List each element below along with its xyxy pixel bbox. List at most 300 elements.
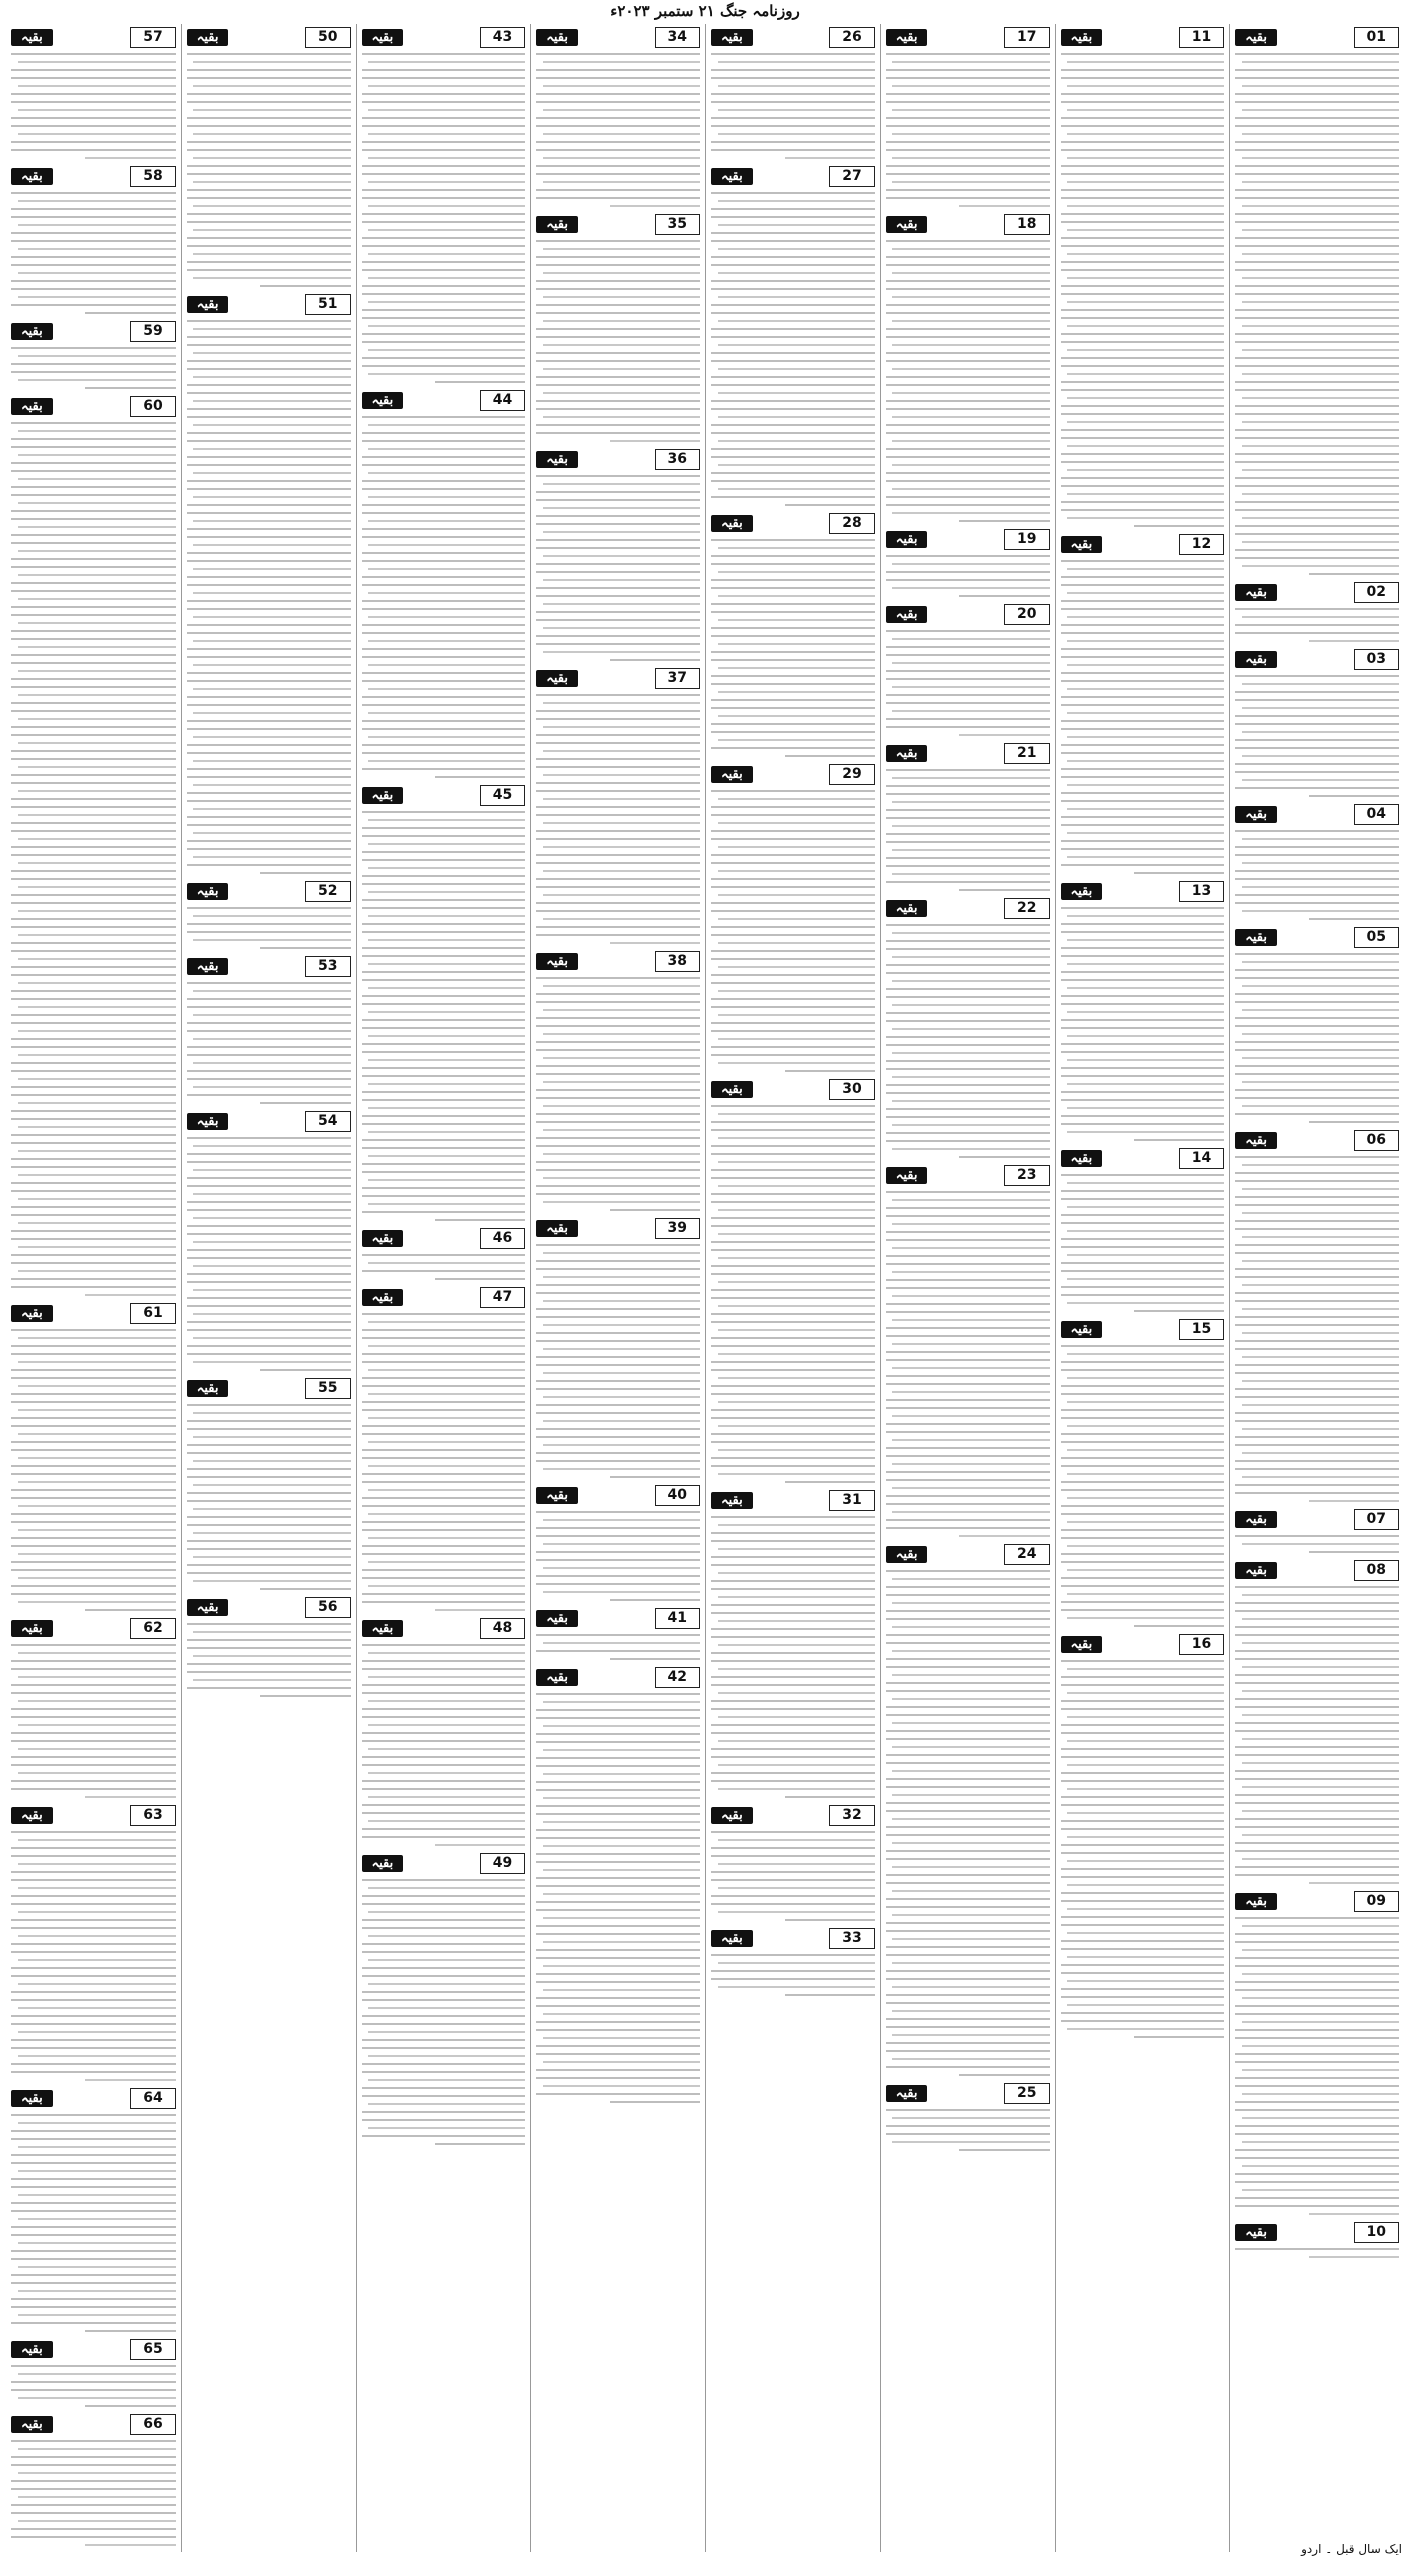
- text-line: [610, 1658, 700, 1660]
- text-line: [543, 1917, 700, 1919]
- text-line: [11, 1118, 176, 1120]
- continuation-columns: [6, 24, 1404, 2552]
- text-line: [11, 2381, 176, 2383]
- text-line: [362, 1401, 526, 1403]
- text-line: [536, 1813, 700, 1815]
- text-line: [718, 1257, 875, 1259]
- text-line: [1067, 1083, 1224, 1085]
- text-line: [11, 2282, 176, 2284]
- text-line: [187, 1540, 351, 1542]
- text-line: [543, 702, 700, 704]
- text-line: [711, 747, 875, 749]
- column-2: [1055, 24, 1230, 2552]
- text-line: [711, 1385, 875, 1387]
- text-line: [368, 1983, 525, 1985]
- text-line: [536, 563, 700, 565]
- text-line: [711, 1847, 875, 1849]
- continuation-header: [886, 1543, 1050, 1565]
- text-line: [1235, 1634, 1399, 1636]
- text-line: [11, 1831, 176, 1833]
- text-line: [1235, 953, 1399, 955]
- text-line: [610, 205, 700, 207]
- text-line: [1242, 1949, 1399, 1951]
- text-line: [187, 213, 351, 215]
- text-line: [536, 1268, 700, 1270]
- text-line: [362, 1091, 526, 1093]
- text-line: [718, 966, 875, 968]
- text-line: [11, 1951, 176, 1953]
- text-line: [11, 1441, 176, 1443]
- text-line: [1061, 341, 1225, 343]
- text-line: [886, 2066, 1050, 2068]
- text-line: [368, 2079, 525, 2081]
- text-line: [886, 53, 1050, 55]
- text-line: [543, 61, 700, 63]
- text-line: [362, 1756, 526, 1758]
- text-line: [1235, 2205, 1399, 2207]
- text-line: [886, 173, 1050, 175]
- text-line: [1061, 1286, 1225, 1288]
- text-line: [18, 1652, 176, 1654]
- text-line: [11, 2039, 176, 2041]
- text-line: [11, 192, 176, 194]
- text-line: [1061, 1043, 1225, 1045]
- text-line: [718, 918, 875, 920]
- text-line: [886, 432, 1050, 434]
- text-line: [187, 1671, 351, 1673]
- text-line: [11, 1740, 176, 1742]
- text-line: [886, 1519, 1050, 1521]
- text-line: [1067, 1182, 1224, 1184]
- text-line: [718, 1839, 875, 1841]
- text-line: [718, 1209, 875, 1211]
- continuation-tag: بقیہ: [1061, 1321, 1103, 1338]
- text-line: [18, 2055, 176, 2057]
- text-line: [11, 2250, 176, 2252]
- text-line: [187, 792, 351, 794]
- text-line: [362, 536, 526, 538]
- text-line: [711, 1978, 875, 1980]
- text-line: [543, 1276, 700, 1278]
- text-line: [886, 1311, 1050, 1313]
- text-line: [368, 939, 525, 941]
- text-line: [1235, 333, 1399, 335]
- text-line: [1242, 421, 1399, 423]
- text-line: [85, 157, 176, 159]
- text-line: [362, 1967, 526, 1969]
- text-line: [187, 1468, 351, 1470]
- text-line: [610, 1476, 700, 1478]
- text-line: [892, 1487, 1049, 1489]
- text-line: [1235, 1706, 1399, 1708]
- text-line: [886, 1738, 1050, 1740]
- text-line: [362, 1780, 526, 1782]
- text-line: [1235, 1965, 1399, 1967]
- text-line: [1235, 723, 1399, 725]
- text-line: [536, 758, 700, 760]
- continuation-block-42: [536, 1666, 700, 2103]
- continuation-block-34: [536, 26, 700, 207]
- text-line: [892, 1439, 1049, 1441]
- text-line: [886, 1407, 1050, 1409]
- text-line: [711, 1006, 875, 1008]
- text-line: [435, 1844, 525, 1846]
- text-line: [11, 117, 176, 119]
- text-line: [711, 448, 875, 450]
- text-line: [1061, 213, 1225, 215]
- text-line: [18, 958, 176, 960]
- text-line: [11, 1094, 176, 1096]
- continuation-number: 03: [1354, 649, 1399, 670]
- continuation-number: 13: [1179, 881, 1224, 902]
- text-line: [1309, 573, 1399, 575]
- text-line: [1067, 109, 1224, 111]
- text-line: [18, 1601, 176, 1603]
- text-line: [187, 907, 351, 909]
- text-line: [543, 1749, 700, 1751]
- text-line: [718, 1062, 875, 1064]
- text-line: [260, 1369, 350, 1371]
- text-line: [711, 1345, 875, 1347]
- continuation-block-30: [711, 1078, 875, 1483]
- continuation-number: 25: [1004, 2083, 1049, 2104]
- text-line: [1061, 1577, 1225, 1579]
- text-line: [1061, 672, 1225, 674]
- text-line: [536, 1781, 700, 1783]
- text-line: [1235, 1468, 1399, 1470]
- text-line: [1061, 429, 1225, 431]
- text-line: [11, 494, 176, 496]
- text-line: [959, 734, 1049, 736]
- text-line: [886, 480, 1050, 482]
- text-line: [536, 1933, 700, 1935]
- text-line: [1061, 864, 1225, 866]
- continuation-block-39: [536, 1217, 700, 1478]
- text-line: [187, 53, 351, 55]
- continuation-header: [187, 1110, 351, 1132]
- text-line: [187, 600, 351, 602]
- text-line: [718, 1233, 875, 1235]
- text-line: [1061, 77, 1225, 79]
- text-line: [886, 972, 1050, 974]
- text-line: [1061, 221, 1225, 223]
- text-line: [1235, 1420, 1399, 1422]
- continuation-block-15: [1061, 1318, 1225, 1627]
- text-line: [1061, 576, 1225, 578]
- text-line: [11, 2226, 176, 2228]
- text-line: [886, 1618, 1050, 1620]
- text-line: [362, 512, 526, 514]
- text-line: [1235, 501, 1399, 503]
- text-line: [610, 1209, 700, 1211]
- text-line: [193, 61, 350, 63]
- text-line: [11, 141, 176, 143]
- text-line: [1235, 1268, 1399, 1270]
- text-line: [187, 998, 351, 1000]
- text-line: [362, 2135, 526, 2137]
- text-line: [1235, 173, 1399, 175]
- text-line: [1061, 704, 1225, 706]
- text-line: [11, 830, 176, 832]
- continuation-block-02: [1235, 581, 1399, 642]
- text-line: [536, 814, 700, 816]
- text-line: [1067, 253, 1224, 255]
- text-line: [11, 1142, 176, 1144]
- continuation-number: 07: [1354, 1509, 1399, 1530]
- text-line: [193, 1014, 350, 1016]
- text-line: [362, 1593, 526, 1595]
- text-line: [362, 768, 526, 770]
- text-line: [711, 77, 875, 79]
- text-line: [892, 248, 1049, 250]
- text-line: [11, 2504, 176, 2506]
- text-line: [886, 1898, 1050, 1900]
- text-line: [11, 630, 176, 632]
- text-line: [892, 1367, 1049, 1369]
- text-line: [1235, 1535, 1399, 1537]
- text-line: [1061, 680, 1225, 682]
- text-line: [1061, 1433, 1225, 1435]
- text-line: [187, 117, 351, 119]
- text-line: [1061, 1585, 1225, 1587]
- continuation-number: 21: [1004, 743, 1049, 764]
- text-line: [886, 857, 1050, 859]
- text-line: [368, 1417, 525, 1419]
- text-line: [711, 208, 875, 210]
- text-line: [711, 950, 875, 952]
- text-line: [193, 1412, 350, 1414]
- text-line: [85, 2405, 176, 2407]
- continuation-header: [711, 165, 875, 187]
- text-line: [1061, 413, 1225, 415]
- text-line: [1235, 1602, 1399, 1604]
- continuation-number: 17: [1004, 27, 1049, 48]
- text-line: [1235, 1412, 1399, 1414]
- text-line: [536, 910, 700, 912]
- text-line: [1235, 715, 1399, 717]
- text-line: [711, 1441, 875, 1443]
- text-line: [543, 651, 700, 653]
- text-line: [711, 1516, 875, 1518]
- text-line: [711, 723, 875, 725]
- text-line: [362, 648, 526, 650]
- text-line: [543, 846, 700, 848]
- text-line: [1242, 2093, 1399, 2095]
- continuation-tag: بقیہ: [362, 1855, 404, 1872]
- text-line: [711, 1225, 875, 1227]
- text-line: [536, 1877, 700, 1879]
- text-line: [1235, 341, 1399, 343]
- text-line: [11, 1086, 176, 1088]
- text-line: [886, 1092, 1050, 1094]
- text-line: [1134, 1625, 1224, 1627]
- text-line: [18, 2194, 176, 2196]
- text-line: [368, 640, 525, 642]
- text-line: [187, 744, 351, 746]
- text-line: [536, 77, 700, 79]
- text-line: [1242, 1212, 1399, 1214]
- text-line: [1061, 1270, 1225, 1272]
- text-line: [718, 1161, 875, 1163]
- text-line: [1061, 1537, 1225, 1539]
- text-line: [1067, 1860, 1224, 1862]
- text-line: [543, 1300, 700, 1302]
- text-line: [11, 1716, 176, 1718]
- text-line: [1061, 1294, 1225, 1296]
- continuation-number: 56: [305, 1597, 350, 1618]
- text-line: [1061, 1091, 1225, 1093]
- text-line: [1235, 1300, 1399, 1302]
- text-line: [11, 1014, 176, 1016]
- text-line: [1235, 1396, 1399, 1398]
- text-line: [362, 1195, 526, 1197]
- text-line: [543, 1519, 700, 1521]
- text-line: [536, 352, 700, 354]
- text-line: [536, 1583, 700, 1585]
- text-line: [1061, 1385, 1225, 1387]
- text-line: [536, 766, 700, 768]
- text-line: [886, 1020, 1050, 1022]
- text-line: [886, 1682, 1050, 1684]
- text-line: [368, 2007, 525, 2009]
- text-line: [1242, 1618, 1399, 1620]
- text-line: [1242, 779, 1399, 781]
- text-line: [536, 2053, 700, 2055]
- text-line: [362, 720, 526, 722]
- text-line: [11, 1708, 176, 1710]
- text-line: [1061, 1222, 1225, 1224]
- text-line: [11, 854, 176, 856]
- text-line: [11, 1855, 176, 1857]
- text-line: [362, 600, 526, 602]
- text-line: [892, 1511, 1049, 1513]
- text-line: [536, 2077, 700, 2079]
- text-line: [711, 707, 875, 709]
- text-line: [187, 528, 351, 530]
- text-line: [11, 240, 176, 242]
- text-line: [892, 181, 1049, 183]
- continuation-header: [536, 26, 700, 48]
- text-line: [187, 1273, 351, 1275]
- text-line: [187, 1516, 351, 1518]
- text-line: [187, 432, 351, 434]
- text-line: [711, 830, 875, 832]
- continuation-tag: بقیہ: [711, 766, 753, 783]
- text-line: [536, 1364, 700, 1366]
- text-line: [362, 1951, 526, 1953]
- text-line: [11, 1329, 176, 1331]
- text-line: [892, 1295, 1049, 1297]
- text-line: [1242, 565, 1399, 567]
- text-line: [1242, 616, 1399, 618]
- text-line: [959, 520, 1049, 522]
- text-line: [1235, 1957, 1399, 1959]
- text-line: [886, 630, 1050, 632]
- text-line: [187, 320, 351, 322]
- text-line: [886, 817, 1050, 819]
- text-line: [11, 438, 176, 440]
- text-line: [368, 1345, 525, 1347]
- text-line: [1061, 1214, 1225, 1216]
- text-line: [543, 918, 700, 920]
- text-line: [1235, 2109, 1399, 2111]
- text-line: [711, 683, 875, 685]
- text-line: [1235, 1794, 1399, 1796]
- text-line: [362, 504, 526, 506]
- text-line: [187, 824, 351, 826]
- text-line: [11, 1062, 176, 1064]
- text-line: [886, 1479, 1050, 1481]
- text-line: [11, 1254, 176, 1256]
- text-line: [886, 2109, 1050, 2111]
- text-line: [543, 133, 700, 135]
- text-line: [711, 1612, 875, 1614]
- continuation-block-29: [711, 763, 875, 1072]
- text-line: [362, 365, 526, 367]
- continuation-block-41: [536, 1607, 700, 1660]
- text-line: [1061, 1174, 1225, 1176]
- text-line: [362, 416, 526, 418]
- text-line: [18, 2266, 176, 2268]
- text-line: [892, 133, 1049, 135]
- text-line: [1067, 133, 1224, 135]
- text-line: [1235, 1388, 1399, 1390]
- text-line: [11, 462, 176, 464]
- text-line: [362, 440, 526, 442]
- text-line: [11, 1967, 176, 1969]
- text-line: [11, 1353, 176, 1355]
- text-line: [718, 109, 875, 111]
- continuation-header: [11, 2087, 176, 2109]
- text-line: [892, 2058, 1049, 2060]
- text-line: [368, 520, 525, 522]
- text-line: [886, 1850, 1050, 1852]
- text-line: [362, 1732, 526, 1734]
- text-line: [886, 1946, 1050, 1948]
- text-line: [543, 1153, 700, 1155]
- continuation-tag: بقیہ: [536, 1220, 578, 1237]
- text-line: [1067, 1932, 1224, 1934]
- text-line: [18, 670, 176, 672]
- text-line: [892, 825, 1049, 827]
- text-line: [1067, 736, 1224, 738]
- text-line: [1061, 907, 1225, 909]
- text-line: [193, 205, 350, 207]
- text-line: [11, 1377, 176, 1379]
- text-line: [1067, 784, 1224, 786]
- text-line: [1067, 1788, 1224, 1790]
- text-line: [711, 432, 875, 434]
- text-line: [543, 1701, 700, 1703]
- text-line: [193, 1241, 350, 1243]
- text-line: [1067, 301, 1224, 303]
- continuation-number: 19: [1004, 529, 1049, 550]
- text-line: [718, 1305, 875, 1307]
- text-line: [11, 1569, 176, 1571]
- text-line: [362, 1708, 526, 1710]
- text-line: [11, 918, 176, 920]
- text-line: [368, 181, 525, 183]
- text-line: [1235, 101, 1399, 103]
- continuation-header: [1235, 1508, 1399, 1530]
- text-line: [892, 1938, 1049, 1940]
- text-line: [536, 1436, 700, 1438]
- text-line: [1061, 560, 1225, 562]
- text-line: [892, 956, 1049, 958]
- continuation-header: [362, 26, 526, 48]
- continuation-number: 55: [305, 1378, 350, 1399]
- text-line: [362, 1051, 526, 1053]
